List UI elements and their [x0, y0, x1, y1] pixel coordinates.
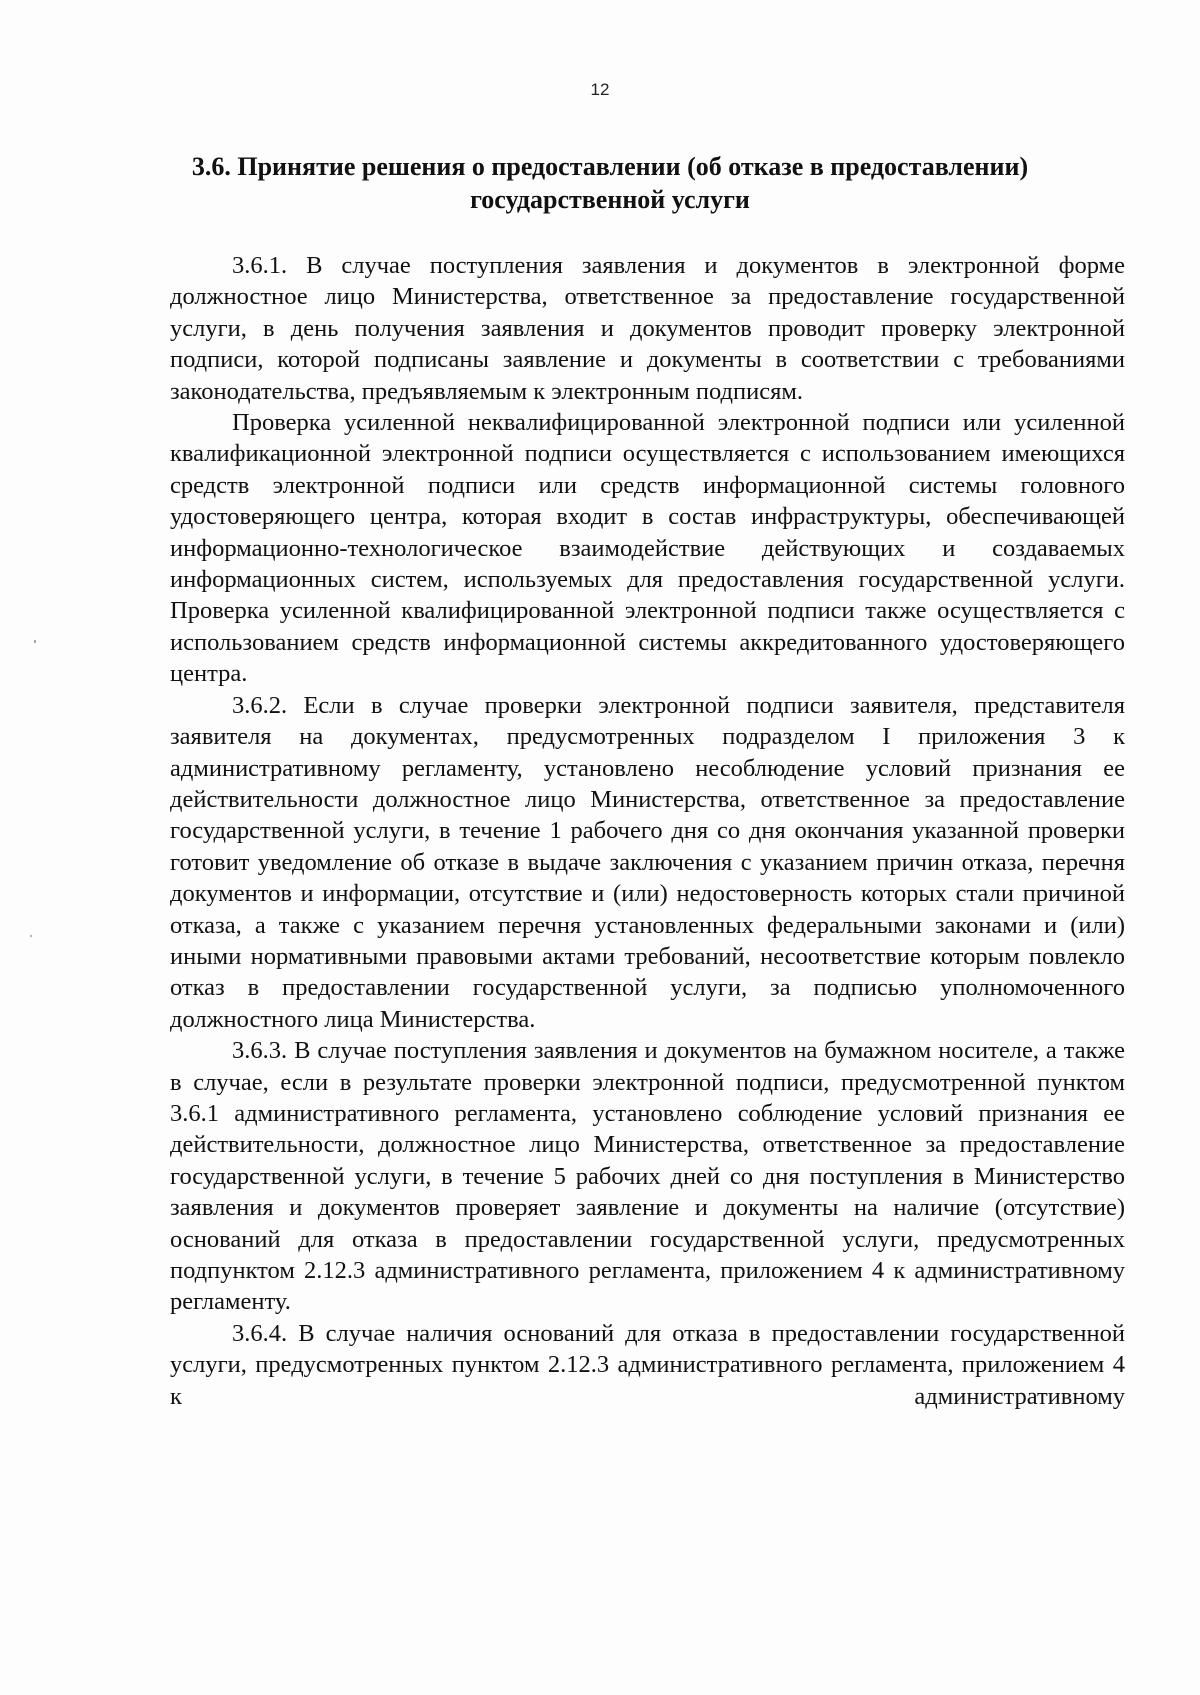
paragraph-3-6-4: 3.6.4. В случае наличия оснований для отказа в предоставлении государственной услуги, предусмотренных пунктом 2.12.3 административного регламента, приложением 4 к административному — [170, 1319, 1125, 1410]
paragraph-signature-check: Проверка усиленной неквалифицированной электронной подписи или усиленной квалификационной электронной подписи осуществляется с использованием имеющихся средств электронной подписи или средств информационной системы головного удостоверяющего центра, которая входит в состав инфраструктуры, обеспечивающей информационно-технологическое взаимодействие действующих и создаваемых информационных систем, используемых для предоставления государственной услуги. Проверка усиленной квалифицированной электронной подписи также осуществляется с использованием средств информационной системы аккредитованного удостоверяющего центра. — [170, 409, 1125, 688]
scan-speck — [30, 935, 32, 937]
section-title-line-1: 3.6. Принятие решения о предоставлении (об отказе в предоставлении) — [191, 152, 1029, 181]
page-number: 12 — [590, 80, 610, 99]
paragraph-3-6-2: 3.6.2. Если в случае проверки электронной подписи заявителя, представителя заявителя на документах, предусмотренных подразделом I приложения 3 к административному регламенту, установлено несоблюдение условий признания ее действительности должностное лицо Министерства, ответственное за предоставление государственной услуги, в течение 1 рабочего дня со дня окончания указанной проверки готовит уведомление об отказе в выдаче заключения с указанием причин отказа, перечня документов и информации, отсутствие и (или) недостоверность которых стали причиной отказа, а также с указанием перечня установленных федеральными законами и (или) иными нормативными правовыми актами требований, несоответствие которым повлекло отказ в предоставлении государственной услуги, за подписью уполномоченного должностного лица Министерства. — [170, 691, 1125, 1033]
scan-speck — [34, 640, 36, 643]
paragraph-3-6-3: 3.6.3. В случае поступления заявления и документов на бумажном носителе, а также в случае, если в результате проверки электронной подписи, предусмотренной пунктом 3.6.1 административного регламента, установлено соблюдение условий признания ее действительности, должностное лицо Министерства, ответственное за предоставление государственной услуги, в течение 5 рабочих дней со дня поступления в Министерство заявления и документов проверяет заявление и документы на наличие (отсутствие) оснований для отказа в предоставлении государственной услуги, предусмотренных подпунктом 2.12.3 административного регламента, приложением 4 к административному регламенту. — [170, 1037, 1125, 1316]
document-body — [170, 250, 1125, 1412]
section-title-line-2: государственной услуги — [470, 185, 750, 214]
section-title — [160, 150, 1060, 216]
paragraph-3-6-1: 3.6.1. В случае поступления заявления и документов в электронной форме должностное лицо Министерства, ответственное за предоставление государственной услуги, в день получения заявления и документов проводит проверку электронной подписи, которой подписаны заявление и документы в соответствии с требованиями законодательства, предъявляемым к электронным подписям. — [170, 252, 1125, 405]
